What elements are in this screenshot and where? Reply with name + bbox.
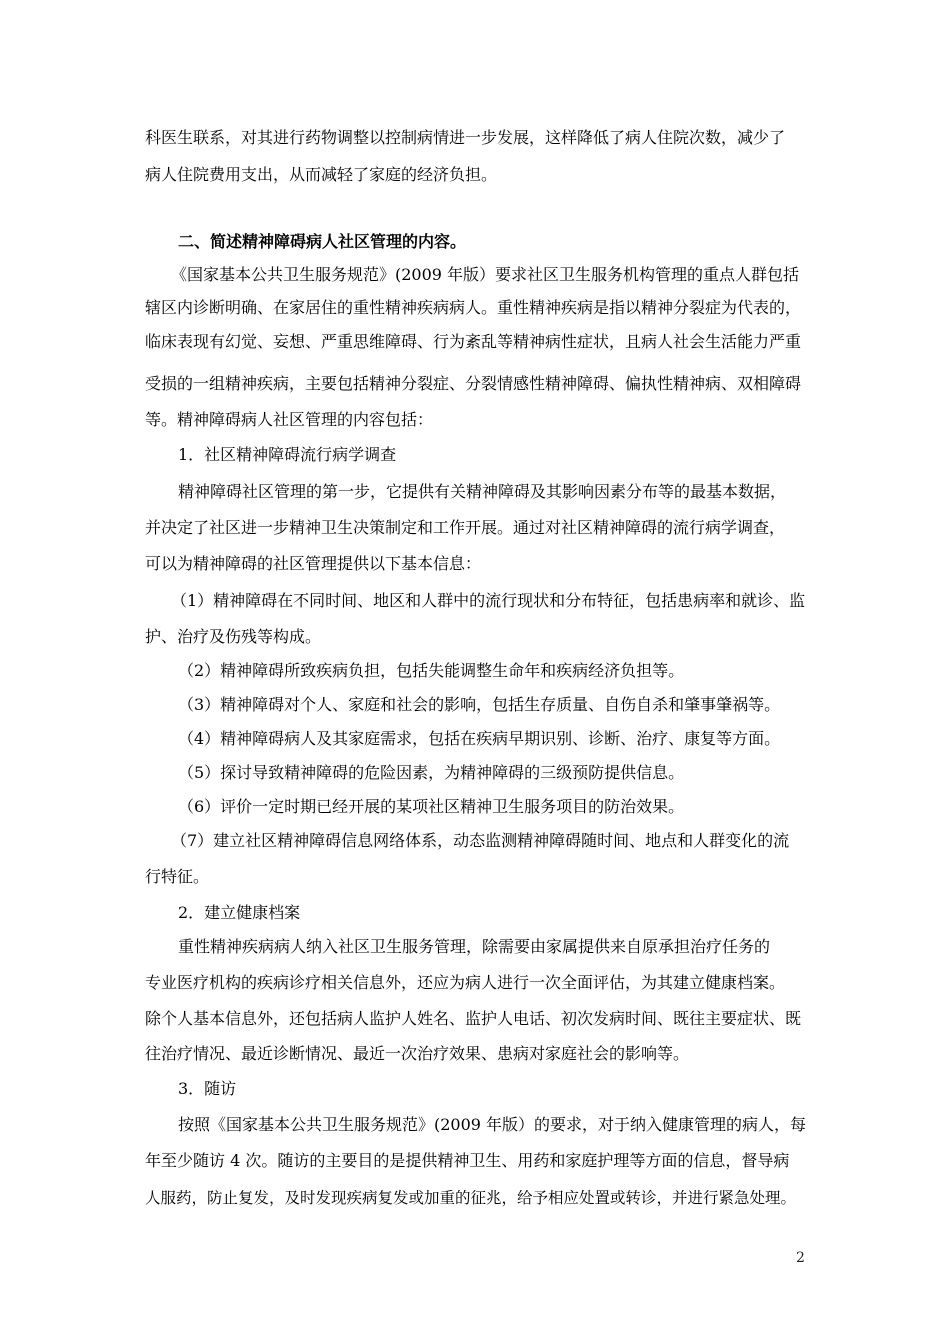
list-item: （5）探讨导致精神障碍的危险因素，为精神障碍的三级预防提供信息。 xyxy=(178,763,685,782)
text-line: 年至少随访 4 次。随访的主要目的是提供精神卫生、用药和家庭护理等方面的信息，督导病 xyxy=(145,1151,790,1170)
subsection-heading: 2．建立健康档案 xyxy=(178,903,301,922)
text-line: 除个人基本信息外，还包括病人监护人姓名、监护人电话、初次发病时间、既往主要症状、既 xyxy=(145,1009,802,1028)
text-line: 并决定了社区进一步精神卫生决策制定和工作开展。通过对社区精神障碍的流行病学调查， xyxy=(145,518,786,537)
text-line: 科医生联系，对其进行药物调整以控制病情进一步发展，这样降低了病人住院次数，减少了 xyxy=(145,128,786,147)
list-item: （4）精神障碍病人及其家庭需求，包括在疾病早期识别、诊断、治疗、康复等方面。 xyxy=(178,729,781,748)
text-line: 受损的一组精神疾病，主要包括精神分裂症、分裂情感性精神障碍、偏执性精神病、双相障碍 xyxy=(145,374,802,393)
page-number: 2 xyxy=(796,1250,805,1266)
text-line: 《国家基本公共卫生服务规范》(2009 年版）要求社区卫生服务机构管理的重点人群包括 xyxy=(171,265,800,284)
text-line: 护、治疗及伤残等构成。 xyxy=(145,627,322,646)
text-line: 人服药，防止复发，及时发现疾病复发或加重的征兆，给予相应处置或转诊，并进行紧急处理。 xyxy=(145,1189,797,1207)
section-heading: 二、简述精神障碍病人社区管理的内容。 xyxy=(178,232,467,251)
text-line: 病人住院费用支出，从而减轻了家庭的经济负担。 xyxy=(145,165,498,184)
list-item: （7）建立社区精神障碍信息网络体系，动态监测精神障碍随时间、地点和人群变化的流 xyxy=(171,831,790,850)
list-item: （6）评价一定时期已经开展的某项社区精神卫生服务项目的防治效果。 xyxy=(178,797,685,816)
text-line: 可以为精神障碍的社区管理提供以下基本信息： xyxy=(145,554,482,573)
list-item: （3）精神障碍对个人、家庭和社会的影响，包括生存质量、自伤自杀和肇事肇祸等。 xyxy=(178,695,781,714)
text-line: 精神障碍社区管理的第一步，它提供有关精神障碍及其影响因素分布等的最基本数据， xyxy=(178,482,787,501)
text-line: 等。精神障碍病人社区管理的内容包括： xyxy=(145,410,434,429)
text-line: 行特征。 xyxy=(145,867,210,886)
text-line: 临床表现有幻觉、妄想、严重思维障碍、行为紊乱等精神病性症状，且病人社会生活能力严重 xyxy=(145,332,802,351)
text-line: 往治疗情况、最近诊断情况、最近一次治疗效果、患病对家庭社会的影响等。 xyxy=(145,1044,690,1063)
list-item: （1）精神障碍在不同时间、地区和人群中的流行现状和分布特征，包括患病率和就诊、监 xyxy=(171,591,806,610)
list-item: （2）精神障碍所致疾病负担，包括失能调整生命年和疾病经济负担等。 xyxy=(178,661,685,680)
subsection-heading: 3．随访 xyxy=(178,1079,237,1098)
text-line: 专业医疗机构的疾病诊疗相关信息外，还应为病人进行一次全面评估，为其建立健康档案。 xyxy=(145,973,786,992)
subsection-heading: 1．社区精神障碍流行病学调查 xyxy=(178,445,397,464)
text-line: 按照《国家基本公共卫生服务规范》(2009 年版）的要求，对于纳入健康管理的病人，每 xyxy=(178,1115,807,1134)
text-line: 重性精神疾病病人纳入社区卫生服务管理，除需要由家属提供来自原承担治疗任务的 xyxy=(178,937,771,956)
text-line: 辖区内诊断明确、在家居住的重性精神疾病病人。重性精神疾病是指以精神分裂症为代表的， xyxy=(145,298,802,317)
